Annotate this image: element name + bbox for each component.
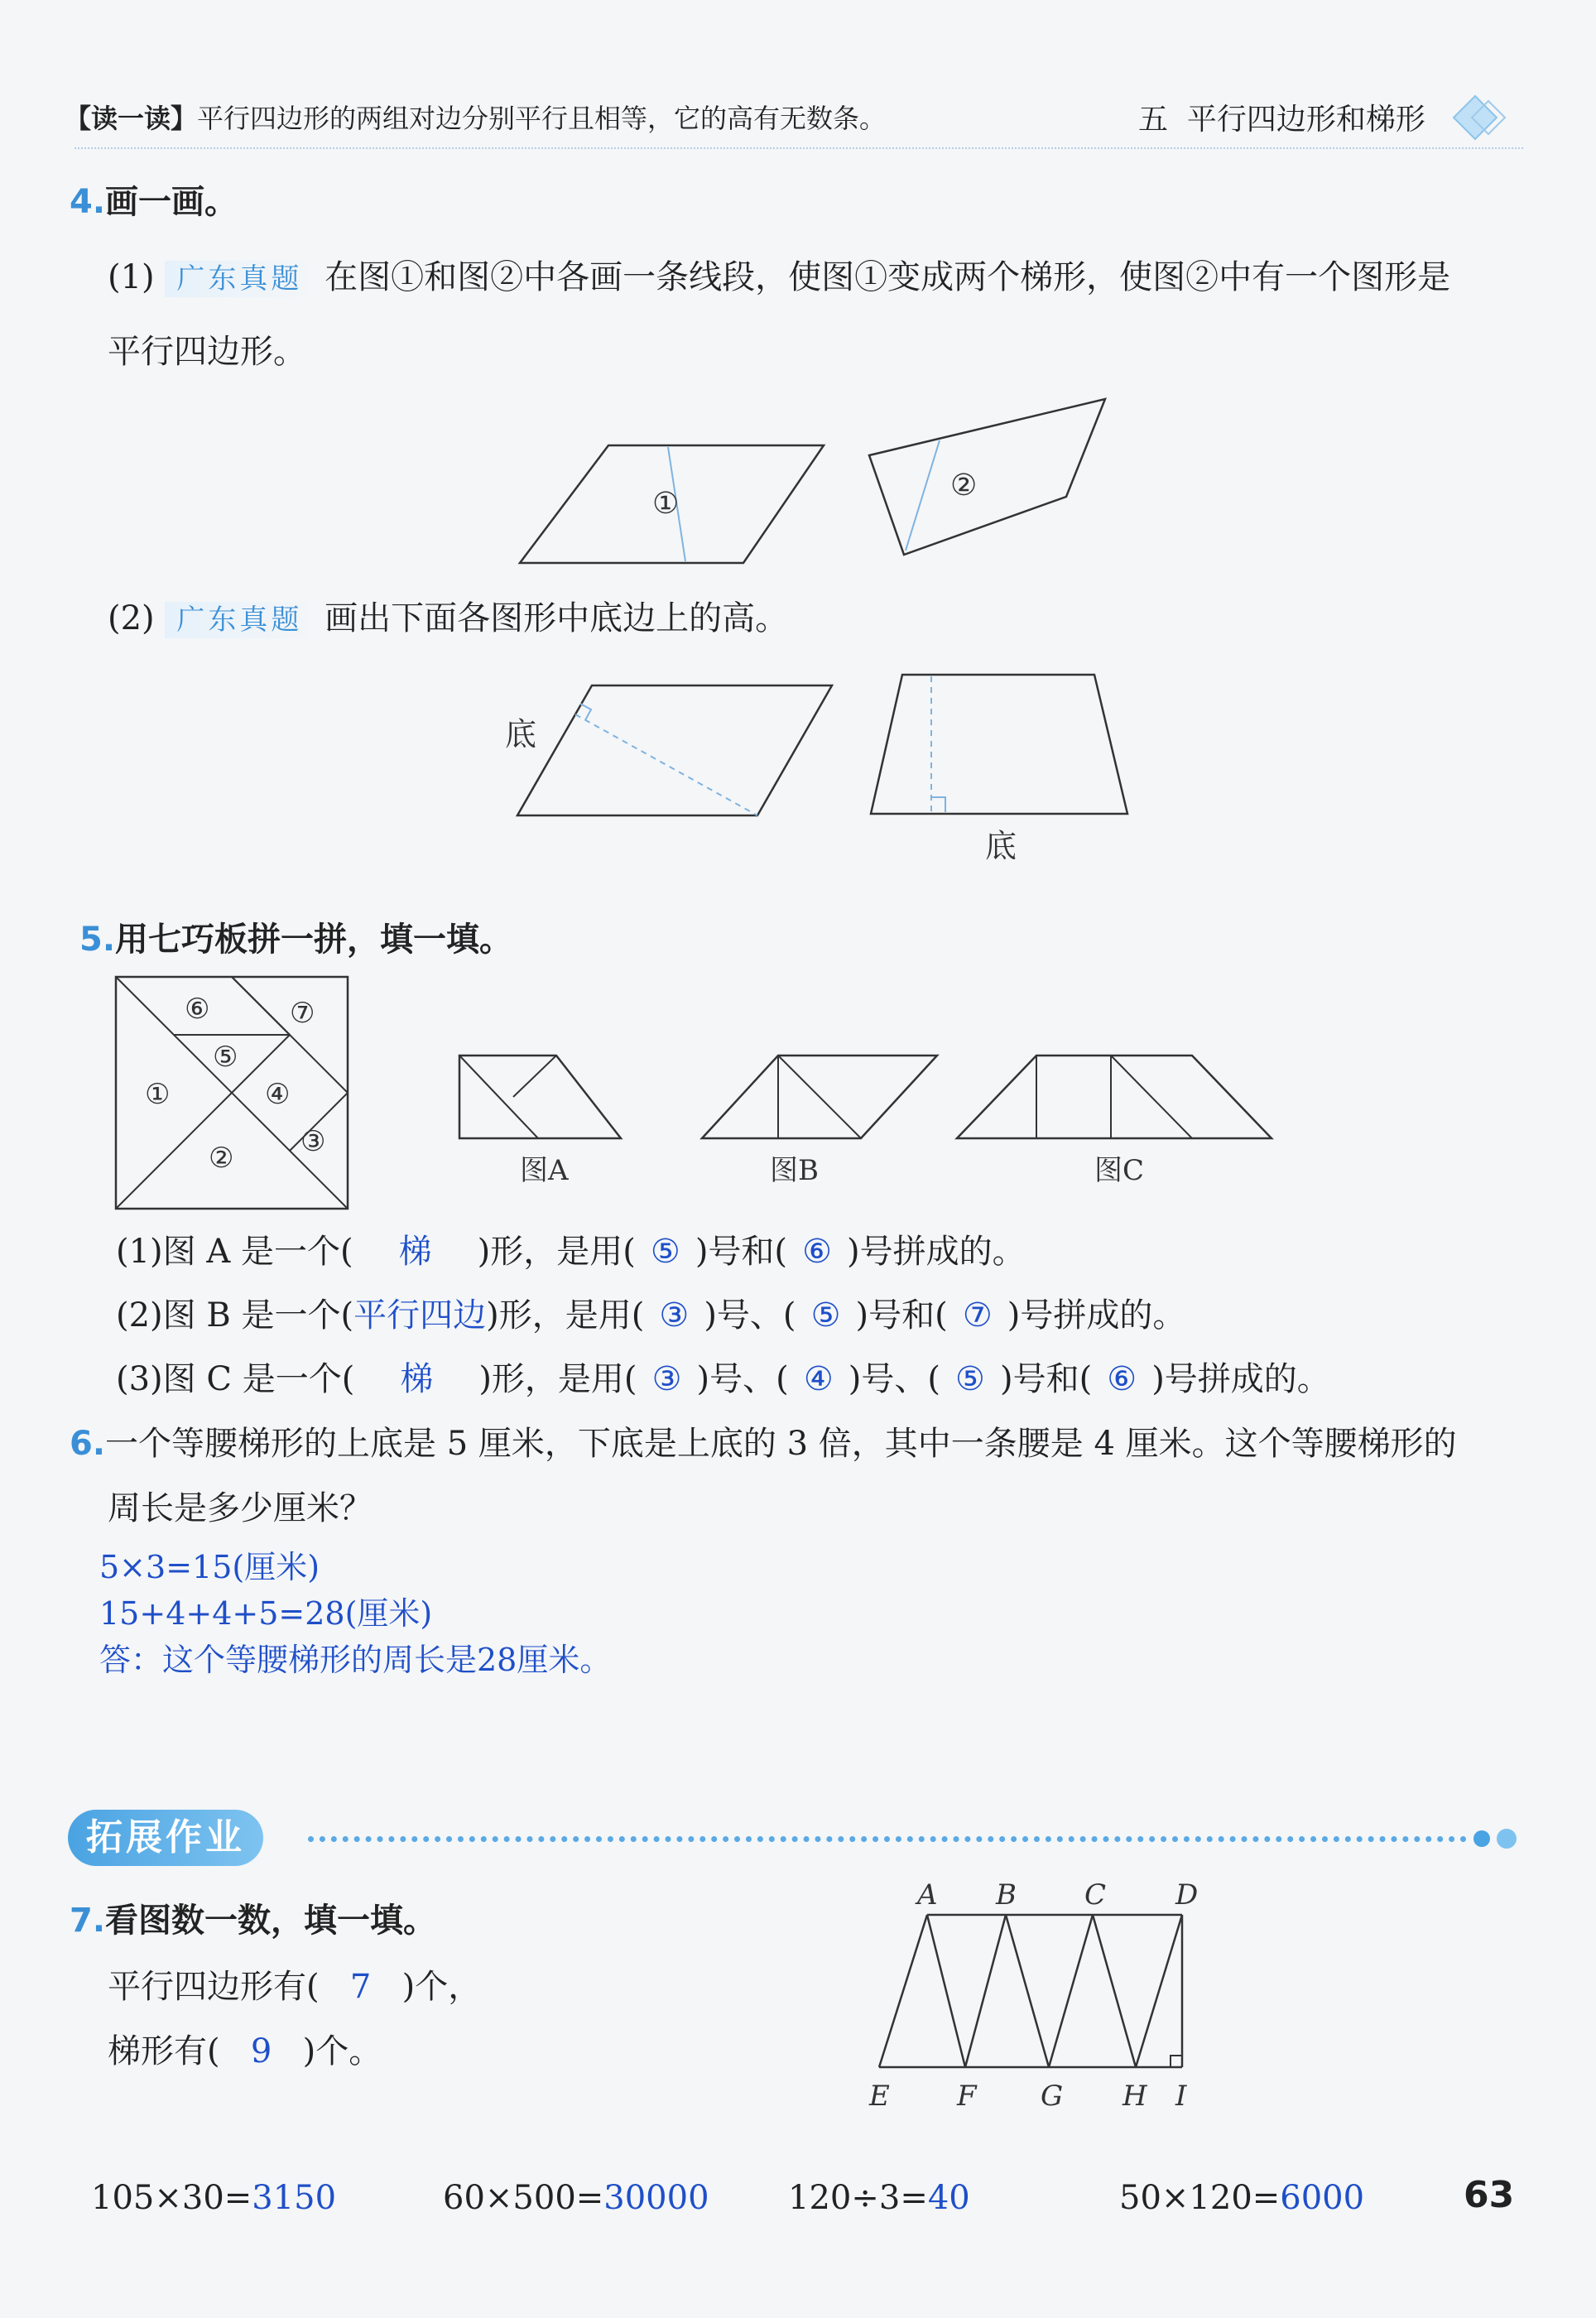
q4-part2-text: 画出下面各图形中底边上的高。 [324, 599, 789, 637]
point-a: A [917, 1878, 938, 1912]
fig-c-label: 图C [1094, 1154, 1145, 1187]
fig-b-label: 图B [770, 1154, 819, 1187]
q6-answer-3: 答：这个等腰梯形的周长是28厘米。 [99, 1642, 612, 1678]
q6-line1 [70, 1417, 1457, 1464]
trapezoid-4 [871, 675, 1127, 814]
fig1-label: ① [652, 487, 680, 521]
q7-title: 看图数一数，填一填。 [105, 1902, 437, 1940]
tangram-label-6: ⑥ [185, 993, 210, 1026]
extension-divider [308, 1836, 1467, 1842]
parallelogram-3-height [575, 714, 757, 815]
q5-ans-3-b: ④ [803, 1360, 834, 1398]
header-read [65, 98, 886, 136]
point-e: E [869, 2080, 890, 2113]
base-label-1: 底 [505, 716, 537, 753]
q7-heading [70, 1894, 436, 1941]
point-h: H [1122, 2080, 1147, 2113]
q4-part1-line2: 平行四边形。 [108, 333, 306, 371]
q5-ans-2-a: ③ [659, 1296, 690, 1335]
footer-calc-2: 60×500=30000 [443, 2179, 709, 2217]
q4-part2-badge: 广东真题 [165, 602, 314, 638]
page-number: 63 [1464, 2174, 1515, 2216]
q5-ans-1-b: ⑥ [802, 1233, 832, 1271]
q7-figure [844, 1871, 1225, 2119]
q6-answer-1: 5×3=15(厘米) [99, 1549, 320, 1585]
q4-figures-2 [488, 662, 1151, 878]
q7-answer-parallelograms: 7 [349, 1968, 372, 2006]
footer-calc-3: 120÷3=40 [788, 2179, 970, 2217]
q5-title: 用七巧板拼一拼，填一填。 [115, 921, 513, 959]
figure-c [957, 1056, 1272, 1138]
point-b: B [996, 1878, 1017, 1912]
q5-ans-2-shape: 平行四边 [353, 1296, 487, 1335]
quadrilateral-2-guide [906, 440, 940, 551]
q4-title: 画一画。 [105, 183, 238, 221]
q6-line2: 周长是多少厘米？ [108, 1489, 373, 1527]
q5-line3: (3)图 C 是一个( 梯 )形，是用( ③ )号、( ④ )号、( ⑤ )号和( ⑥ )号拼成的。 [116, 1353, 1330, 1400]
q7-line2: 梯形有( 9 )个。 [108, 2032, 382, 2070]
unit-number: 五 [1138, 103, 1169, 137]
extension-banner [68, 1810, 263, 1866]
q4-part2-line [108, 592, 788, 639]
unit-name: 平行四边形和梯形 [1186, 103, 1425, 137]
q7-answer-trapezoids: 9 [250, 2032, 272, 2070]
point-g: G [1041, 2080, 1064, 2113]
q4-part1-line1 [108, 251, 1450, 298]
q4-part2-number: (2) [108, 599, 155, 637]
footer-calc-1: 105×30=3150 [91, 2179, 337, 2217]
tangram-label-2: ② [209, 1142, 234, 1175]
unit-title [1138, 96, 1425, 138]
q4-number: 4. [70, 183, 106, 221]
q5-line1: (1)图 A 是一个( 梯 )形，是用( ⑤ )号和( ⑥ )号拼成的。 [116, 1225, 1026, 1272]
q5-ans-3-d: ⑥ [1107, 1360, 1137, 1398]
footer-calc-4: 50×120=6000 [1119, 2179, 1365, 2217]
q5-ans-2-c: ⑦ [962, 1296, 993, 1335]
q4-heading [70, 176, 238, 223]
point-d: D [1175, 1878, 1199, 1912]
tangram-label-4: ④ [265, 1078, 291, 1111]
fig2-label: ② [950, 469, 978, 503]
q4-figures-1 [497, 389, 1126, 580]
base-label-2: 底 [985, 828, 1017, 864]
q4-part1-badge: 广东真题 [165, 261, 314, 297]
parallelogram-3 [517, 685, 832, 815]
quadrilateral-2 [869, 399, 1105, 555]
q5-heading [79, 913, 512, 960]
point-i: I [1175, 2080, 1187, 2113]
tangram-label-7: ⑦ [290, 997, 315, 1030]
q4-part1-text: 在图①和图②中各画一条线段，使图①变成两个梯形，使图②中有一个图形是 [324, 258, 1451, 296]
q5-ans-1-a: ⑤ [650, 1233, 680, 1271]
q5-ans-3-c: ⑤ [955, 1360, 985, 1398]
read-text: 平行四边形的两组对边分别平行且相等，它的高有无数条。 [197, 103, 887, 134]
fig-a-label: 图A [520, 1154, 569, 1187]
q5-ans-3-shape: 梯 [400, 1360, 434, 1398]
q6-answer-2: 15+4+4+5=28(厘米) [99, 1595, 433, 1632]
extension-dot-1 [1473, 1830, 1490, 1847]
q6-text-a: 一个等腰梯形的上底是 5 厘米，下底是上底的 3 倍，其中一条腰是 4 厘米。这个等腰梯形的 [105, 1425, 1457, 1463]
point-c: C [1084, 1878, 1107, 1912]
extension-title: 拓展作业 [86, 1816, 245, 1859]
header-divider [75, 147, 1523, 149]
q7-line1: 平行四边形有( 7 )个， [108, 1968, 482, 2006]
tangram-label-5: ⑤ [213, 1041, 238, 1074]
tangram-label-1: ① [145, 1078, 171, 1111]
figure-a [459, 1056, 621, 1138]
point-f: F [957, 2080, 977, 2113]
q5-number: 5. [79, 921, 116, 959]
q6-number: 6. [70, 1425, 106, 1463]
q5-ans-1-shape: 梯 [398, 1233, 432, 1271]
extension-dot-2 [1497, 1829, 1517, 1849]
q5-line2: (2)图 B 是一个(平行四边)形，是用( ③ )号、( ⑤ )号和( ⑦ )号拼成的。 [116, 1289, 1185, 1336]
q5-ans-3-a: ③ [651, 1360, 682, 1398]
q7-number: 7. [70, 1902, 106, 1940]
tangram-label-3: ③ [300, 1125, 326, 1158]
q5-ans-2-b: ⑤ [810, 1296, 841, 1335]
q4-part1-number: (1) [108, 258, 155, 296]
read-label: 【读一读】 [65, 103, 198, 134]
diamond-icon [1450, 93, 1517, 142]
tangram-figures [108, 973, 1291, 1213]
